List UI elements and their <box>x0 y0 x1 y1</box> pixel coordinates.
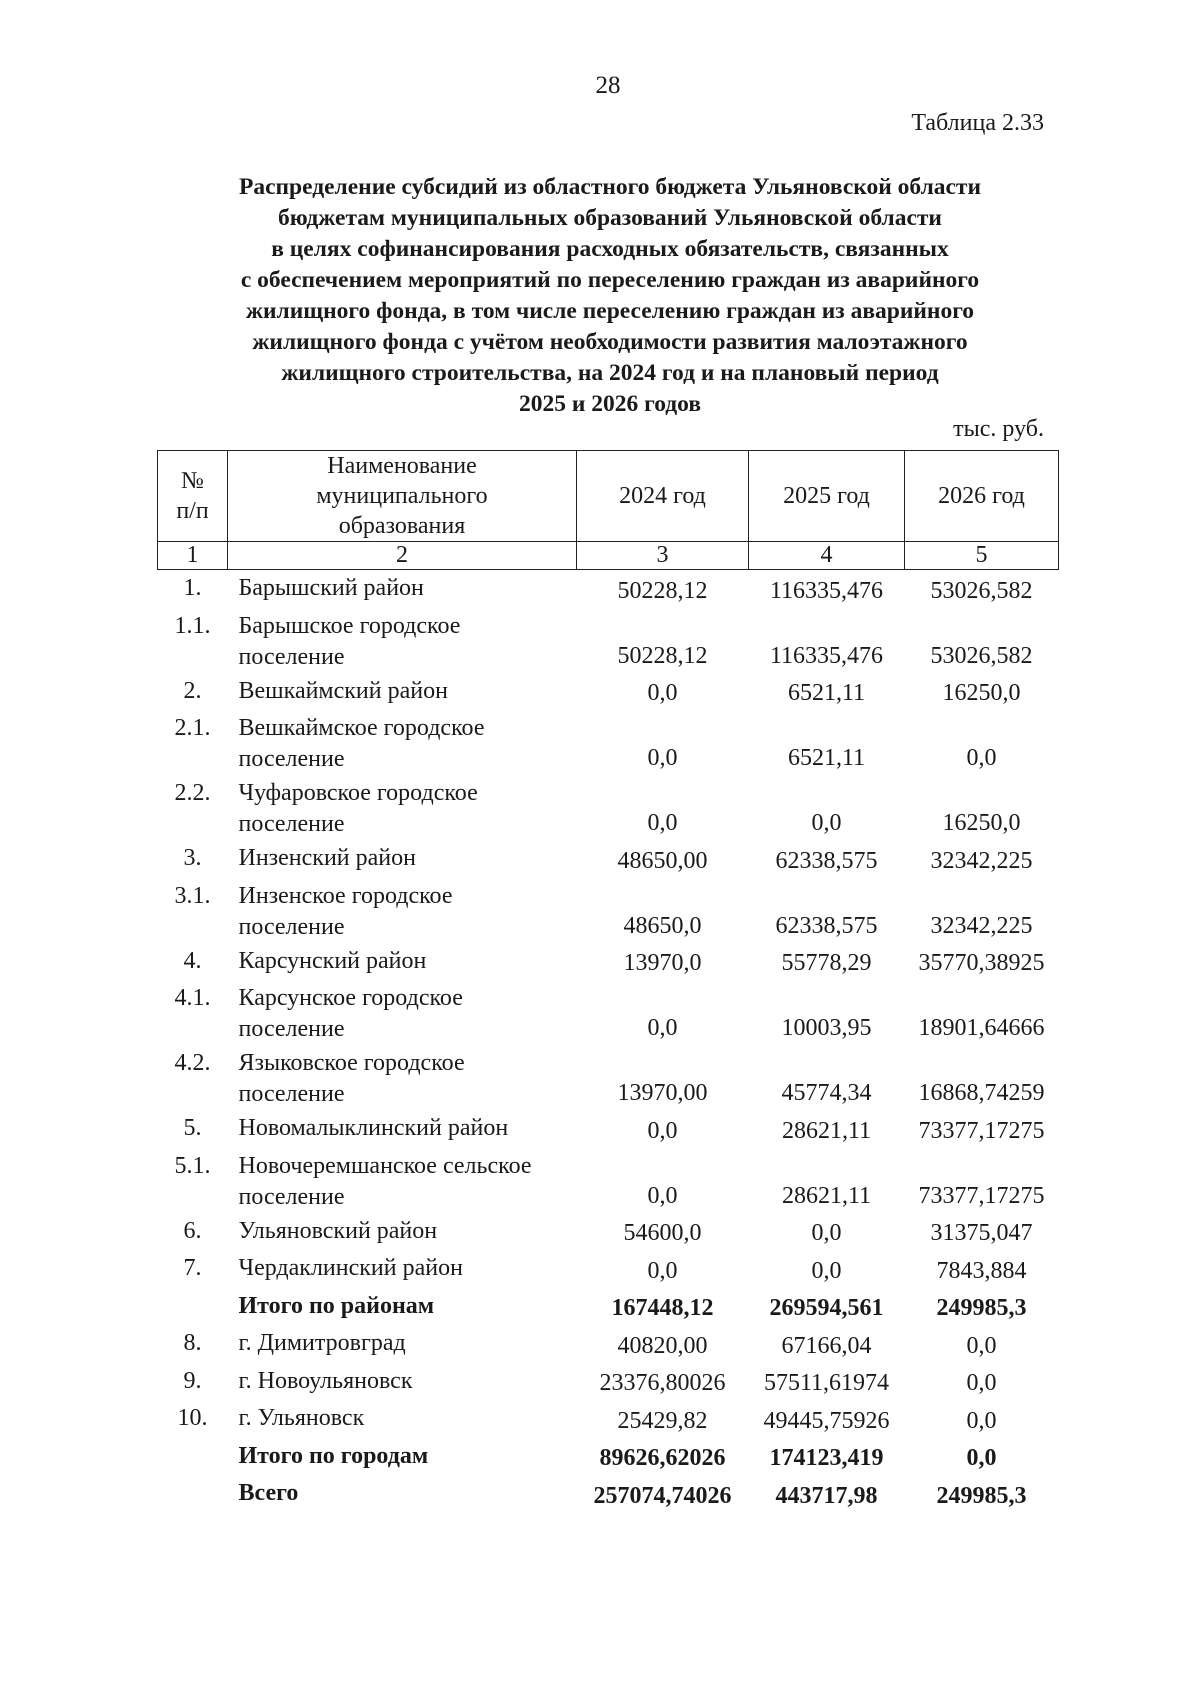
header-cell-number: № п/п <box>158 451 228 542</box>
municipality-name <box>228 673 577 711</box>
value-2025: 28621,11 <box>781 1182 872 1209</box>
municipality-name <box>228 775 577 840</box>
municipality-name-line: Всего <box>238 1480 299 1506</box>
municipality-name <box>228 1438 577 1476</box>
value-2025: 269594,561 <box>769 1295 884 1321</box>
value-2024: 50228,12 <box>617 577 708 604</box>
municipality-name-line: Чуфаровское городское <box>238 780 478 806</box>
row-number: 2. <box>183 677 202 704</box>
value-2026: 16250,0 <box>942 680 1021 706</box>
value-2025: 443717,98 <box>775 1482 878 1509</box>
value-2025: 6521,11 <box>787 745 866 771</box>
row-number: 5. <box>183 1115 202 1141</box>
municipality-name-line: Новомалыклинский район <box>238 1115 509 1141</box>
value-2025: 28621,11 <box>781 1117 872 1144</box>
municipality-name <box>228 943 577 981</box>
value-2024: 0,0 <box>647 810 678 836</box>
value-2026: 35770,38925 <box>918 950 1045 976</box>
row-number: 1. <box>183 575 202 601</box>
municipality-name-line: Языковское городское <box>238 1050 465 1076</box>
municipality-name-line: Вешкаймский район <box>238 677 448 704</box>
table-row <box>158 1213 1059 1251</box>
table-label: Таблица 2.33 <box>911 110 1044 136</box>
column-number: 1 <box>158 542 228 570</box>
value-2024: 40820,00 <box>617 1332 708 1359</box>
header-row <box>158 451 1059 542</box>
value-2024: 0,0 <box>647 1257 678 1284</box>
value-2025: 10003,95 <box>781 1015 872 1041</box>
table-row <box>158 943 1059 981</box>
value-2026: 73377,17275 <box>918 1182 1045 1209</box>
value-2024: 25429,82 <box>617 1407 708 1434</box>
value-2024: 48650,00 <box>617 847 708 874</box>
value-2025: 45774,34 <box>781 1080 872 1106</box>
row-number <box>158 1288 228 1326</box>
value-2025: 6521,11 <box>787 680 866 706</box>
value-2024: 0,0 <box>647 1015 678 1041</box>
value-2025: 67166,04 <box>781 1332 872 1359</box>
value-2026: 16868,74259 <box>918 1080 1045 1106</box>
row-number: 4.1. <box>174 985 211 1011</box>
table-row <box>158 1400 1059 1438</box>
row-number: 6. <box>183 1217 202 1244</box>
row-number: 10. <box>177 1405 208 1431</box>
table-row <box>158 840 1059 878</box>
municipality-name <box>228 1325 577 1363</box>
municipality-name <box>228 878 577 943</box>
value-2024: 0,0 <box>647 1182 678 1209</box>
municipality-name-line: Карсунский район <box>238 947 427 974</box>
row-number: 1.1. <box>174 612 211 639</box>
municipality-name-line: Инзенское городское <box>238 882 453 909</box>
value-2026: 0,0 <box>966 1370 997 1396</box>
value-2025: 0,0 <box>811 1220 842 1246</box>
table-row <box>158 570 1059 608</box>
column-number: 3 <box>577 542 749 570</box>
title-line: 2025 и 2026 годов <box>518 391 702 417</box>
value-2025: 62338,575 <box>775 847 878 874</box>
header-cell-2024: 2024 год <box>577 451 749 542</box>
municipality-name <box>228 840 577 878</box>
value-2026: 0,0 <box>966 745 997 771</box>
value-2026: 53026,582 <box>930 577 1033 604</box>
municipality-name-line: Чердаклинский район <box>238 1255 463 1281</box>
table-row <box>158 1045 1059 1110</box>
header-cell-name: Наименование муниципального образования <box>228 451 577 542</box>
table-row <box>158 1250 1059 1288</box>
municipality-name-line: Вешкаймское городское <box>238 715 485 741</box>
value-2026: 249985,3 <box>936 1482 1027 1509</box>
municipality-name-line: г. Димитровград <box>238 1330 406 1356</box>
municipality-name-line: поселение <box>238 913 345 940</box>
row-number: 3. <box>183 845 202 871</box>
value-2026: 32342,225 <box>930 847 1033 874</box>
municipality-name <box>228 1110 577 1148</box>
row-number: 4. <box>183 947 202 974</box>
municipality-name-line: г. Новоульяновск <box>238 1367 413 1394</box>
document-title <box>150 172 1070 420</box>
municipality-name <box>228 980 577 1045</box>
value-2026: 53026,582 <box>930 642 1033 669</box>
municipality-name-line: поселение <box>238 1183 345 1210</box>
municipality-name <box>228 1288 577 1326</box>
municipality-name <box>228 1400 577 1438</box>
value-2026: 73377,17275 <box>918 1117 1045 1144</box>
municipality-name-line: Ульяновский район <box>238 1217 438 1244</box>
table-row <box>158 608 1059 673</box>
municipality-name-line: Новочеремшанское сельское <box>238 1152 532 1179</box>
title-line: жилищного фонда, в том числе переселению граждан из аварийного <box>245 298 975 324</box>
value-2024: 0,0 <box>647 745 678 771</box>
value-2026: 7843,884 <box>936 1257 1027 1284</box>
title-line: бюджетам муниципальных образований Ульяновской области <box>278 205 942 231</box>
value-2026: 32342,225 <box>930 912 1033 939</box>
value-2024: 0,0 <box>647 680 678 706</box>
table-row <box>158 1325 1059 1363</box>
municipality-name <box>228 1475 577 1513</box>
value-2026: 16250,0 <box>942 810 1021 836</box>
table-body <box>158 570 1059 1513</box>
row-number <box>158 1438 228 1476</box>
municipality-name-line: поселение <box>238 1016 345 1042</box>
header-cell-2026: 2026 год <box>905 451 1059 542</box>
municipality-name-line: г. Ульяновск <box>238 1405 365 1431</box>
row-number: 9. <box>183 1367 202 1394</box>
title-line: жилищного строительства, на 2024 год и на плановый период <box>281 360 939 386</box>
municipality-name <box>228 1363 577 1401</box>
title-line: жилищного фонда с учётом необходимости развития малоэтажного <box>252 329 968 355</box>
municipality-name <box>228 1148 577 1213</box>
row-number: 7. <box>183 1255 202 1281</box>
value-2025: 174123,419 <box>769 1445 884 1471</box>
value-2025: 116335,476 <box>769 577 884 604</box>
municipality-name-line: Инзенский район <box>238 845 416 871</box>
header-cell-2025: 2025 год <box>749 451 905 542</box>
row-number: 2.1. <box>174 715 211 741</box>
value-2024: 13970,00 <box>617 1080 708 1106</box>
total-row <box>158 1475 1059 1513</box>
column-number: 5 <box>905 542 1059 570</box>
table-row <box>158 710 1059 775</box>
value-2024: 0,0 <box>647 1117 678 1144</box>
value-2025: 0,0 <box>811 810 842 836</box>
row-number <box>158 1475 228 1513</box>
municipality-name-line: поселение <box>238 643 345 670</box>
title-line: Распределение субсидий из областного бюджета Ульяновской области <box>238 174 982 200</box>
value-2024: 54600,0 <box>623 1220 702 1246</box>
value-2024: 167448,12 <box>611 1295 714 1321</box>
value-2024: 257074,74026 <box>593 1482 732 1509</box>
units-label: тыс. руб. <box>953 416 1044 442</box>
table-row <box>158 1148 1059 1213</box>
table-row <box>158 1110 1059 1148</box>
subsidies-table <box>157 450 1059 1513</box>
municipality-name <box>228 1250 577 1288</box>
value-2025: 55778,29 <box>781 950 872 976</box>
table-row <box>158 1363 1059 1401</box>
table-row <box>158 878 1059 943</box>
municipality-name-line: Итого по городам <box>238 1442 429 1469</box>
value-2026: 18901,64666 <box>918 1015 1045 1041</box>
value-2025: 49445,75926 <box>763 1407 890 1434</box>
municipality-name <box>228 1045 577 1110</box>
value-2025: 62338,575 <box>775 912 878 939</box>
municipality-name <box>228 570 577 608</box>
total-row <box>158 1288 1059 1326</box>
municipality-name <box>228 710 577 775</box>
column-number: 4 <box>749 542 905 570</box>
municipality-name <box>228 608 577 673</box>
municipality-name-line: поселение <box>238 746 345 772</box>
page-number: 28 <box>595 72 621 99</box>
table-row <box>158 980 1059 1045</box>
title-line: с обеспечением мероприятий по переселению граждан из аварийного <box>240 267 980 293</box>
municipality-name-line: Карсунское городское <box>238 985 463 1011</box>
value-2026: 0,0 <box>966 1445 997 1471</box>
column-number-row <box>158 542 1059 570</box>
municipality-name-line: Барышское городское <box>238 612 461 639</box>
row-number: 3.1. <box>174 882 211 909</box>
value-2025: 57511,61974 <box>763 1370 890 1396</box>
value-2024: 23376,80026 <box>599 1370 726 1396</box>
row-number: 2.2. <box>174 780 211 806</box>
municipality-name-line: поселение <box>238 1081 345 1107</box>
municipality-name-line: Итого по районам <box>238 1292 435 1319</box>
total-row <box>158 1438 1059 1476</box>
value-2026: 249985,3 <box>936 1295 1027 1321</box>
value-2024: 50228,12 <box>617 642 708 669</box>
row-number: 5.1. <box>174 1152 211 1179</box>
title-line: в целях софинансирования расходных обязательств, связанных <box>271 236 949 262</box>
row-number: 8. <box>183 1330 202 1356</box>
value-2025: 116335,476 <box>769 642 884 669</box>
column-number: 2 <box>228 542 577 570</box>
municipality-name-line: Барышский район <box>238 575 424 601</box>
value-2024: 89626,62026 <box>599 1445 726 1471</box>
municipality-name <box>228 1213 577 1251</box>
municipality-name-line: поселение <box>238 811 345 837</box>
value-2026: 31375,047 <box>930 1220 1033 1246</box>
table-row <box>158 673 1059 711</box>
value-2026: 0,0 <box>966 1407 997 1434</box>
value-2025: 0,0 <box>811 1257 842 1284</box>
value-2024: 48650,0 <box>623 912 702 939</box>
value-2026: 0,0 <box>966 1332 997 1359</box>
value-2024: 13970,0 <box>623 950 702 976</box>
row-number: 4.2. <box>174 1050 211 1076</box>
table-row <box>158 775 1059 840</box>
